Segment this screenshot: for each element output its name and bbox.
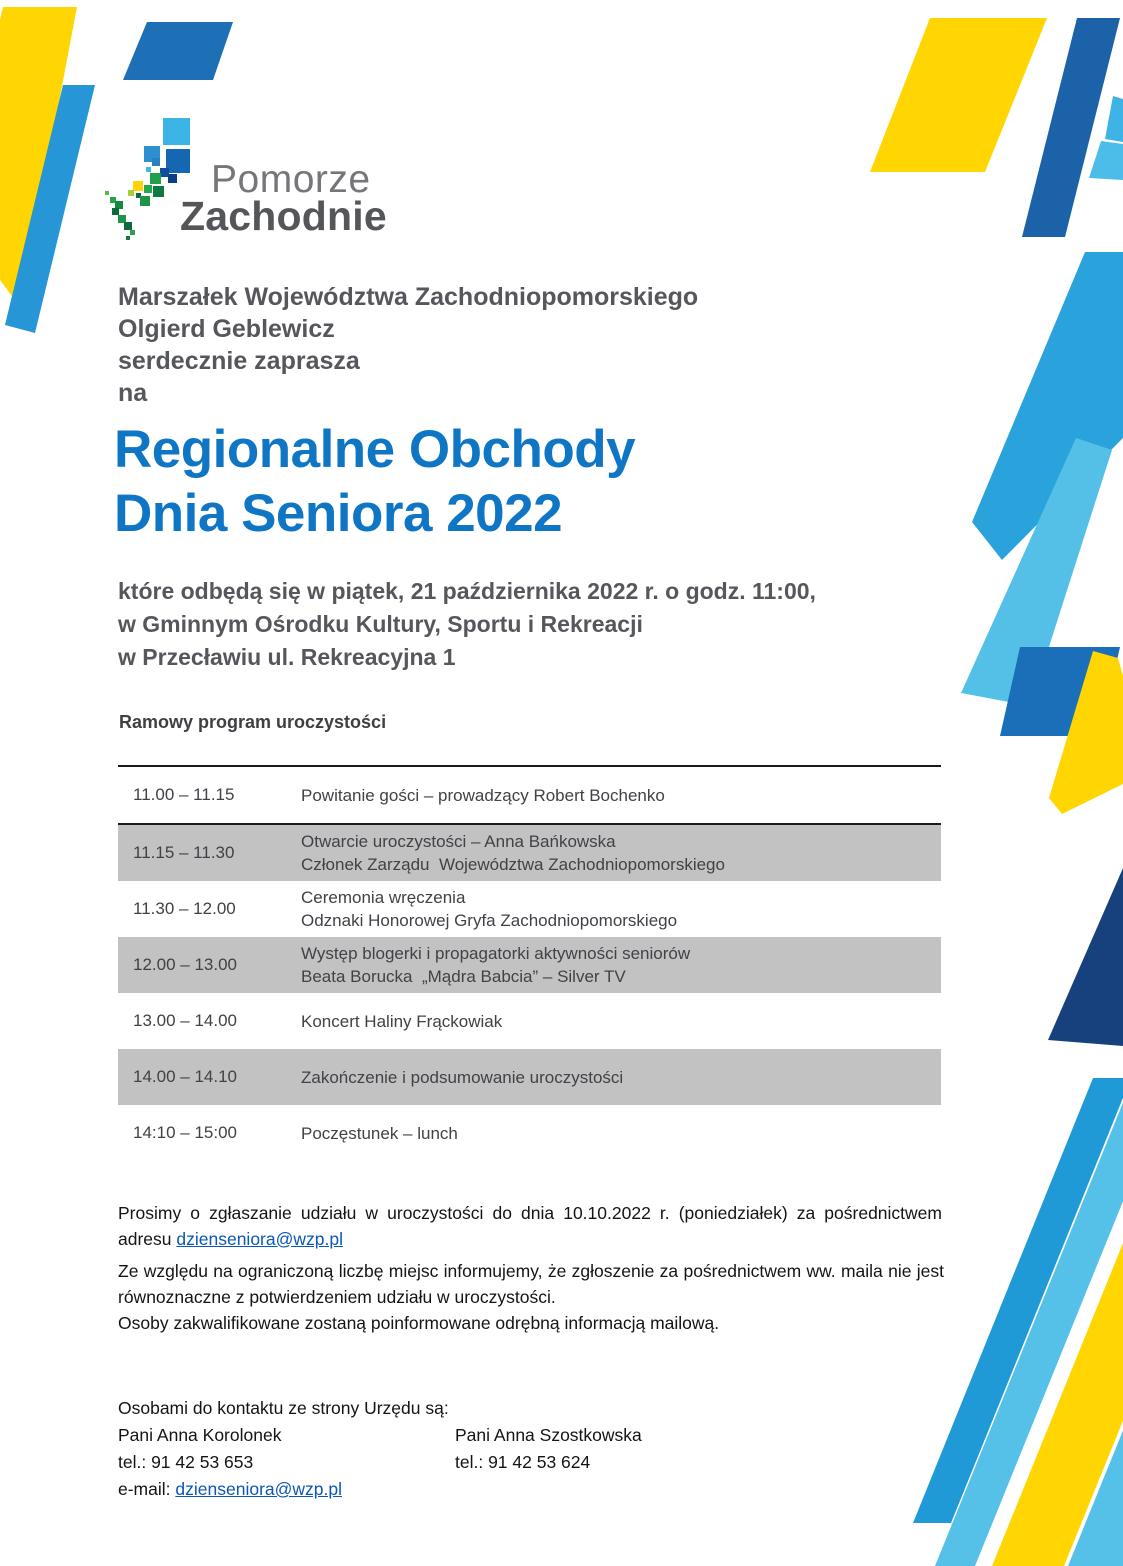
program-description-line2: Beata Borucka „Mądra Babcia” – Silver TV (301, 967, 626, 986)
logo-text-pomorze: Pomorze (211, 158, 371, 201)
logo-tile (133, 181, 143, 191)
program-description-line1: Ceremonia wręczenia (301, 888, 466, 907)
program-description-line1: Koncert Haliny Frąckowiak (301, 1011, 503, 1031)
logo-tile (128, 190, 134, 196)
contact-email-line (118, 1476, 642, 1503)
registration-email-link[interactable]: dzienseniora@wzp.pl (176, 1228, 343, 1249)
logo-tile (126, 236, 130, 240)
program-description-line1: Występ blogerki i propagatorki aktywności seniorów (301, 944, 691, 963)
program-time: 14.00 – 14.10 (133, 1067, 237, 1086)
program-row (118, 767, 941, 825)
program-row (118, 1105, 941, 1161)
event-details (118, 575, 816, 674)
intro-line: serdecznie zaprasza (118, 347, 360, 375)
program-description (283, 1122, 941, 1145)
logo-tile (166, 149, 190, 173)
capacity-note-par1: Ze względu na ograniczoną liczbę miejsc informujemy, że zgłoszenie za pośrednictwem ww. maila nie jest równoznaczne z potwierdzeniem udziału w uroczystości. (118, 1261, 944, 1307)
event-details-line: w Gminnym Ośrodku Kultury, Sportu i Rekreacji (118, 611, 643, 637)
logo-tile (124, 222, 132, 230)
event-details-line: w Przecławiu ul. Rekreacyjna 1 (118, 644, 456, 670)
program-row (118, 937, 941, 993)
program-description (283, 1066, 941, 1089)
program-time: 13.00 – 14.00 (133, 1011, 237, 1030)
logo-tile (150, 173, 161, 184)
program-table (118, 765, 941, 1161)
logo-tile (163, 118, 190, 145)
title-line-1: Regionalne Obchody (114, 420, 636, 479)
program-time: 12.00 – 13.00 (133, 955, 237, 974)
intro-line: na (118, 379, 148, 407)
program-description (283, 830, 941, 876)
logo-tile (130, 230, 135, 235)
program-description-line2: Odznaki Honorowej Gryfa Zachodniopomorskiego (301, 911, 678, 930)
program-description-line2: Członek Zarządu Województwa Zachodniopomorskiego (301, 855, 725, 874)
program-row (118, 1049, 941, 1105)
program-rows (118, 767, 941, 1161)
contact-right-phone: tel.: 91 42 53 624 (455, 1452, 591, 1472)
program-description-line1: Poczęstunek – lunch (301, 1123, 458, 1143)
logo-tile (144, 185, 152, 193)
program-heading: Ramowy program uroczystości (119, 712, 387, 732)
contact-left-name: Pani Anna Korolonek (118, 1425, 282, 1445)
event-details-line: które odbędą się w piątek, 21 października 2022 r. o godz. 11:00, (118, 578, 816, 604)
intro-line: Olgierd Geblewicz (118, 315, 335, 343)
invitation-intro (118, 281, 698, 409)
capacity-note-par2: Osoby zakwalifikowane zostaną poinformowane odrębną informacją mailową. (118, 1313, 720, 1333)
intro-line: Marszałek Województwa Zachodniopomorskiego (118, 283, 699, 311)
capacity-note (118, 1258, 944, 1336)
program-row (118, 881, 941, 937)
logo-tile (168, 174, 177, 183)
program-time: 11.30 – 12.00 (133, 899, 236, 918)
program-description (283, 942, 941, 988)
logo-tile (146, 167, 151, 172)
title-line-2: Dnia Seniora 2022 (114, 484, 563, 543)
program-description-line1: Powitanie gości – prowadzący Robert Bochenko (301, 785, 665, 805)
program-description (283, 784, 941, 807)
logo-tile (105, 191, 109, 195)
program-time: 14:10 – 15:00 (133, 1123, 237, 1142)
contact-email-link[interactable]: dzienseniora@wzp.pl (175, 1479, 342, 1499)
program-description (283, 1010, 941, 1033)
program-time: 11.00 – 11.15 (133, 785, 235, 804)
logo-tile (112, 208, 119, 215)
program-row (118, 993, 941, 1049)
program-description-line1: Otwarcie uroczystości – Anna Bańkowska (301, 832, 616, 851)
registration-note-text: Prosimy o zgłaszanie udziału w uroczystości do dnia 10.10.2022 r. (poniedziałek) za pośrednictwem adresu (118, 1202, 942, 1249)
logo-tile (152, 158, 160, 166)
contact-left-phone: tel.: 91 42 53 653 (118, 1452, 254, 1472)
program-description-line1: Zakończenie i podsumowanie uroczystości (301, 1067, 624, 1087)
contact-right-name: Pani Anna Szostkowska (455, 1425, 642, 1445)
contacts-section (118, 1395, 642, 1503)
logo-tile (153, 186, 164, 197)
page-title (114, 418, 635, 546)
registration-note (118, 1200, 942, 1252)
contacts-heading: Osobami do kontaktu ze strony Urzędu są: (118, 1398, 449, 1418)
contacts-grid (118, 1422, 642, 1476)
program-description (283, 886, 941, 932)
program-row (118, 825, 941, 881)
logo-text-zachodnie: Zachodnie (180, 193, 387, 239)
contact-email-label: e-mail: (118, 1479, 171, 1499)
program-time: 11.15 – 11.30 (133, 843, 235, 862)
logo-tile (140, 196, 150, 206)
